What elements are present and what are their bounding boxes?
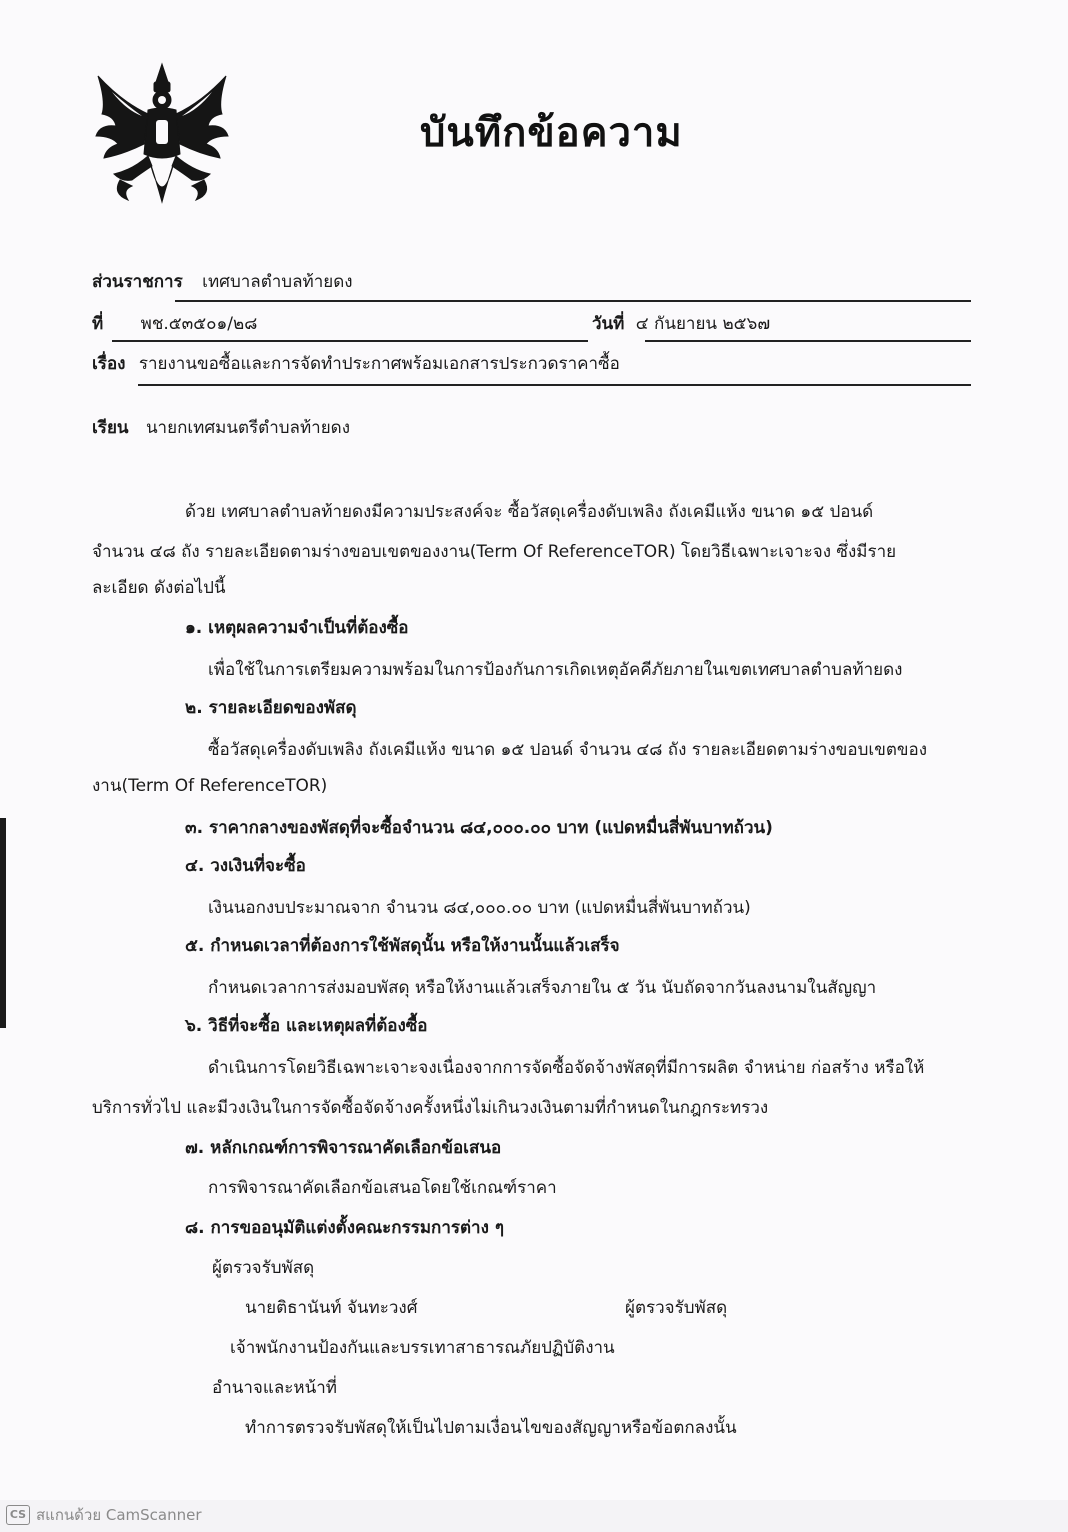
duty-heading: อำนาจและหน้าที่ [212, 1378, 337, 1398]
duty-text: ทำการตรวจรับพัสดุให้เป็นไปตามเงื่อนไขของสัญญาหรือข้อตกลงนั้น [245, 1418, 737, 1438]
section-2-heading: ๒. รายละเอียดของพัสดุ [185, 698, 357, 718]
section-1-text: เพื่อใช้ในการเตรียมความพร้อมในการป้องกันการเกิดเหตุอัคคีภัยภายในเขตเทศบาลตำบลท้ายดง [208, 660, 903, 680]
ref-row [92, 310, 257, 337]
intro-line-2: จำนวน ๔๘ ถัง รายละเอียดตามร่างขอบเขตของงาน(Term Of ReferenceTOR) โดยวิธีเฉพาะเจาะจง ซึ่งมีราย [92, 542, 897, 562]
section-7-heading: ๗. หลักเกณฑ์การพิจารณาคัดเลือกข้อเสนอ [185, 1138, 502, 1158]
to-value: นายกเทศมนตรีตำบลท้ายดง [145, 418, 351, 438]
section-6-text-2: บริการทั่วไป และมีวงเงินในการจัดซื้อจัดจ้างครั้งหนึ่งไม่เกินวงเงินตามที่กำหนดในกฎกระทรวง [92, 1098, 769, 1118]
subject-row [92, 350, 620, 377]
subject-label: เรื่อง [92, 354, 126, 374]
section-5-text: กำหนดเวลาการส่งมอบพัสดุ หรือให้งานแล้วเสร็จภายใน ๕ วัน นับถัดจากวันลงนามในสัญญา [208, 978, 877, 998]
date-underline [645, 340, 971, 342]
subject-underline [138, 384, 971, 386]
section-4-heading: ๔. วงเงินที่จะซื้อ [185, 856, 306, 876]
section-3-heading: ๓. ราคากลางของพัสดุที่จะซื้อจำนวน ๘๔,๐๐๐.๐๐ บาท (แปดหมื่นสี่พันบาทถ้วน) [185, 818, 773, 838]
section-7-text: การพิจารณาคัดเลือกข้อเสนอโดยใช้เกณฑ์ราคา [208, 1178, 557, 1198]
committee-member-name: นายติธานันท์ จันทะวงศ์ [245, 1298, 418, 1318]
ref-underline [112, 340, 588, 342]
camscanner-watermark [6, 1503, 202, 1527]
date-value: ๔ กันยายน ๒๕๖๗ [635, 314, 771, 334]
ref-label: ที่ [92, 314, 104, 334]
section-6-heading: ๖. วิธีที่จะซื้อ และเหตุผลที่ต้องซื้อ [185, 1016, 428, 1036]
section-2-text-2: งาน(Term Of ReferenceTOR) [92, 776, 328, 796]
committee-member-position: เจ้าพนักงานป้องกันและบรรเทาสาธารณภัยปฏิบัติงาน [230, 1338, 615, 1358]
agency-value: เทศบาลตำบลท้ายดง [202, 272, 353, 292]
date-row [592, 310, 770, 337]
date-label: วันที่ [592, 314, 625, 334]
camscanner-text: สแกนด้วย CamScanner [36, 1506, 202, 1524]
intro-line-3: ละเอียด ดังต่อไปนี้ [92, 578, 226, 598]
agency-row [92, 268, 353, 295]
ref-value: พช.๕๓๕๐๑/๒๘ [140, 314, 258, 334]
section-8-subheading: ผู้ตรวจรับพัสดุ [212, 1258, 315, 1278]
section-5-heading: ๕. กำหนดเวลาที่ต้องการใช้พัสดุนั้น หรือให้งานนั้นแล้วเสร็จ [185, 936, 620, 956]
subject-value: รายงานขอซื้อและการจัดทำประกาศพร้อมเอกสารประกวดราคาซื้อ [138, 354, 620, 374]
intro-line-1: ด้วย เทศบาลตำบลท้ายดงมีความประสงค์จะ ซื้อวัสดุเครื่องดับเพลิง ถังเคมีแห้ง ขนาด ๑๕ ปอนด์ [185, 502, 874, 522]
camscanner-logo-icon: CS [6, 1505, 30, 1525]
section-8-heading: ๘. การขออนุมัติแต่งตั้งคณะกรรมการต่าง ๆ [185, 1218, 504, 1238]
agency-label: ส่วนราชการ [92, 272, 183, 292]
to-label: เรียน [92, 418, 129, 438]
garuda-emblem-icon [92, 62, 232, 212]
section-2-text-1: ซื้อวัสดุเครื่องดับเพลิง ถังเคมีแห้ง ขนาด ๑๕ ปอนด์ จำนวน ๔๘ ถัง รายละเอียดตามร่างขอบเขตของ [208, 740, 927, 760]
section-4-text: เงินนอกงบประมาณจาก จำนวน ๘๔,๐๐๐.๐๐ บาท (แปดหมื่นสี่พันบาทถ้วน) [208, 898, 751, 918]
section-1-heading: ๑. เหตุผลความจำเป็นที่ต้องซื้อ [185, 618, 409, 638]
scan-edge-shadow [0, 818, 6, 1028]
section-6-text-1: ดำเนินการโดยวิธีเฉพาะเจาะจงเนื่องจากการจัดซื้อจัดจ้างพัสดุที่มีการผลิต จำหน่าย ก่อสร้าง หรือให้ [208, 1058, 925, 1078]
committee-member-role: ผู้ตรวจรับพัสดุ [625, 1298, 728, 1318]
to-row [92, 414, 350, 441]
agency-underline [175, 300, 971, 302]
memo-title: บันทึกข้อความ [420, 110, 683, 156]
